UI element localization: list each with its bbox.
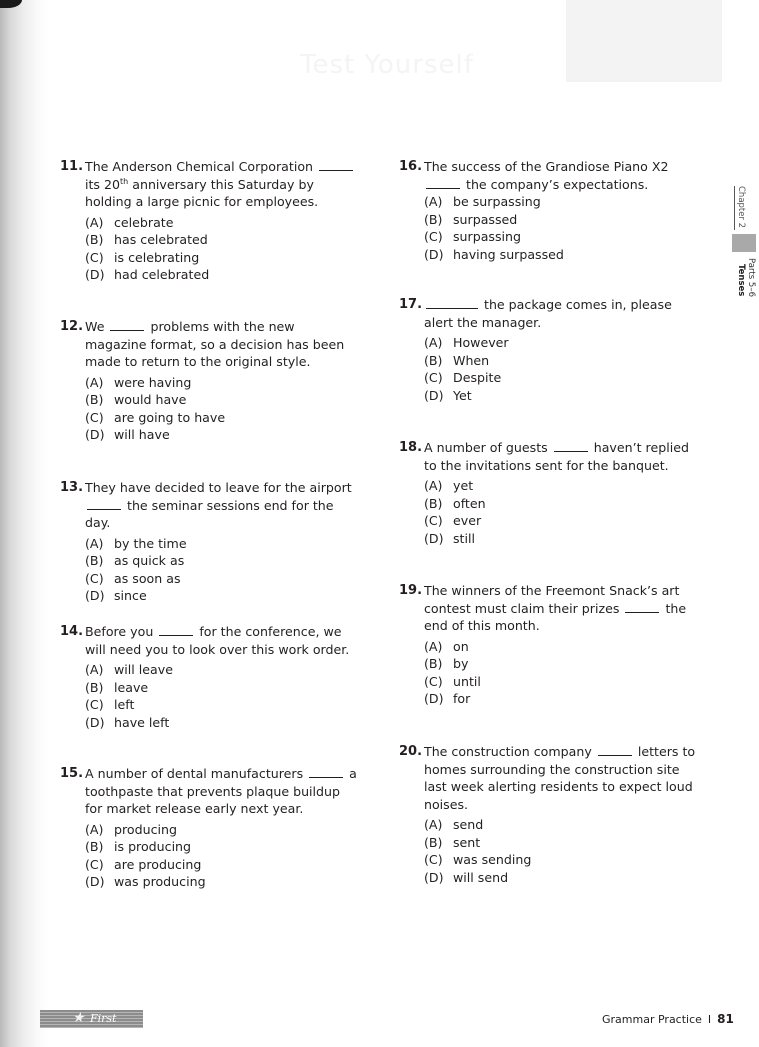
answer-blank [426, 296, 478, 309]
question-stem: The winners of the Freemont Snack’s art contest must claim their prizes the end of this month. [424, 583, 687, 634]
side-tab-topic: Tenses [736, 264, 746, 297]
question-12 [60, 318, 360, 444]
option-b[interactable]: (B) by [424, 656, 469, 672]
option-b[interactable]: (B) would have [85, 392, 187, 408]
option-d[interactable]: (D) still [424, 530, 475, 546]
answer-blank [319, 158, 353, 171]
side-tab-chapter: Chapter 2 [736, 186, 746, 229]
question-number: 11. [60, 159, 84, 174]
option-a[interactable]: (A) on [424, 638, 469, 654]
answer-blank [159, 623, 193, 636]
options-list [424, 477, 699, 547]
option-d[interactable]: (D) since [85, 588, 147, 604]
option-c[interactable]: (C) as soon as [85, 570, 181, 586]
option-a[interactable]: (A) producing [85, 821, 177, 837]
question-stem: They have decided to leave for the airport the seminar sessions end for the day. [85, 480, 352, 531]
answer-blank [598, 743, 632, 756]
option-b[interactable]: (B) sent [424, 834, 481, 850]
options-list [85, 821, 360, 891]
option-d[interactable]: (D) will have [85, 427, 170, 443]
option-c[interactable]: (C) is celebrating [85, 249, 200, 265]
question-stem: The construction company letters to homes surrounding the construction site last week alerting residents to expect loud noises. [424, 744, 696, 812]
option-b[interactable]: (B) surpassed [424, 211, 518, 227]
question-number: 19. [399, 583, 423, 598]
question-number: 16. [399, 159, 423, 174]
scan-shadow [0, 0, 48, 1047]
question-16 [399, 158, 699, 263]
option-c[interactable]: (C) ever [424, 513, 482, 529]
option-a[interactable]: (A) were having [85, 374, 192, 390]
question-19 [399, 582, 699, 708]
option-a[interactable]: (A) celebrate [85, 214, 174, 230]
question-number: 15. [60, 766, 84, 781]
side-tab-rule [734, 186, 735, 230]
answer-blank [309, 765, 343, 778]
answer-blank [625, 600, 659, 613]
side-tab-parts: Parts 5–6 Tenses [736, 258, 756, 297]
question-number: 12. [60, 319, 84, 334]
question-stem: The success of the Grandiose Piano X2 the company’s expectations. [424, 159, 669, 192]
options-list [424, 816, 699, 886]
option-d[interactable]: (D) have left [85, 714, 170, 730]
publisher-logo-text: First News [90, 1012, 122, 1043]
question-number: 13. [60, 480, 84, 495]
option-d[interactable]: (D) having surpassed [424, 246, 564, 262]
answer-blank [426, 176, 460, 189]
answer-blank [554, 439, 588, 452]
option-b[interactable]: (B) When [424, 352, 490, 368]
question-13 [60, 479, 360, 605]
question-number: 18. [399, 440, 423, 455]
publisher-logo [40, 1010, 143, 1043]
page-footer [602, 1012, 734, 1026]
question-17 [399, 296, 699, 404]
question-stem: the package comes in, please alert the manager. [424, 297, 672, 330]
options-list [85, 374, 360, 444]
question-number: 14. [60, 624, 84, 639]
side-tab-marker [732, 234, 756, 252]
option-b[interactable]: (B) is producing [85, 839, 192, 855]
option-b[interactable]: (B) has celebrated [85, 232, 208, 248]
option-d[interactable]: (D) for [424, 691, 471, 707]
option-d[interactable]: (D) had celebrated [85, 267, 210, 283]
option-d[interactable]: (D) will send [424, 869, 509, 885]
question-20 [399, 743, 699, 886]
option-a[interactable]: (A) be surpassing [424, 194, 541, 210]
ghost-page-title: Test Yourself [300, 50, 474, 80]
option-b[interactable]: (B) as quick as [85, 553, 185, 569]
question-stem: A number of dental manufacturers a toothpaste that prevents plaque buildup for market release early next year. [85, 766, 357, 817]
option-c[interactable]: (C) are producing [85, 856, 202, 872]
options-list [85, 214, 360, 284]
option-c[interactable]: (C) surpassing [424, 229, 522, 245]
question-stem: We problems with the new magazine format, so a decision has been made to return to the original style. [85, 319, 345, 370]
option-d[interactable]: (D) Yet [424, 387, 472, 403]
question-14 [60, 623, 360, 731]
option-b[interactable]: (B) leave [85, 679, 149, 695]
ghost-header-box [566, 0, 722, 82]
option-c[interactable]: (C) was sending [424, 852, 532, 868]
question-stem: A number of guests haven’t replied to the invitations sent for the banquet. [424, 440, 689, 473]
question-18 [399, 439, 699, 547]
option-d[interactable]: (D) was producing [85, 874, 206, 890]
options-list [424, 193, 699, 263]
option-c[interactable]: (C) are going to have [85, 409, 226, 425]
star-icon: ★ [72, 1010, 85, 1026]
question-number: 17. [399, 297, 423, 312]
question-number: 20. [399, 744, 423, 759]
option-a[interactable]: (A) by the time [85, 535, 187, 551]
option-b[interactable]: (B) often [424, 495, 486, 511]
page-number: 81 [717, 1012, 734, 1026]
footer-separator: I [707, 1013, 712, 1026]
options-list [424, 334, 699, 404]
option-a[interactable]: (A) yet [424, 478, 474, 494]
option-a[interactable]: (A) However [424, 335, 509, 351]
option-c[interactable]: (C) Despite [424, 370, 502, 386]
option-a[interactable]: (A) will leave [85, 662, 173, 678]
question-15 [60, 765, 360, 891]
options-list [85, 535, 360, 605]
question-stem: The Anderson Chemical Corporation its 20th anniversary this Saturday by holding a large picnic for employees. [85, 158, 360, 211]
option-c[interactable]: (C) left [85, 697, 135, 713]
option-a[interactable]: (A) send [424, 817, 484, 833]
book-title: Grammar Practice [602, 1013, 702, 1026]
option-c[interactable]: (C) until [424, 673, 481, 689]
options-list [424, 638, 699, 708]
answer-blank [110, 318, 144, 331]
answer-blank [87, 497, 121, 510]
options-list [85, 661, 360, 731]
chapter-side-tab [732, 186, 756, 336]
question-11 [60, 158, 360, 284]
question-stem: Before you for the conference, we will need you to look over this work order. [85, 624, 350, 657]
